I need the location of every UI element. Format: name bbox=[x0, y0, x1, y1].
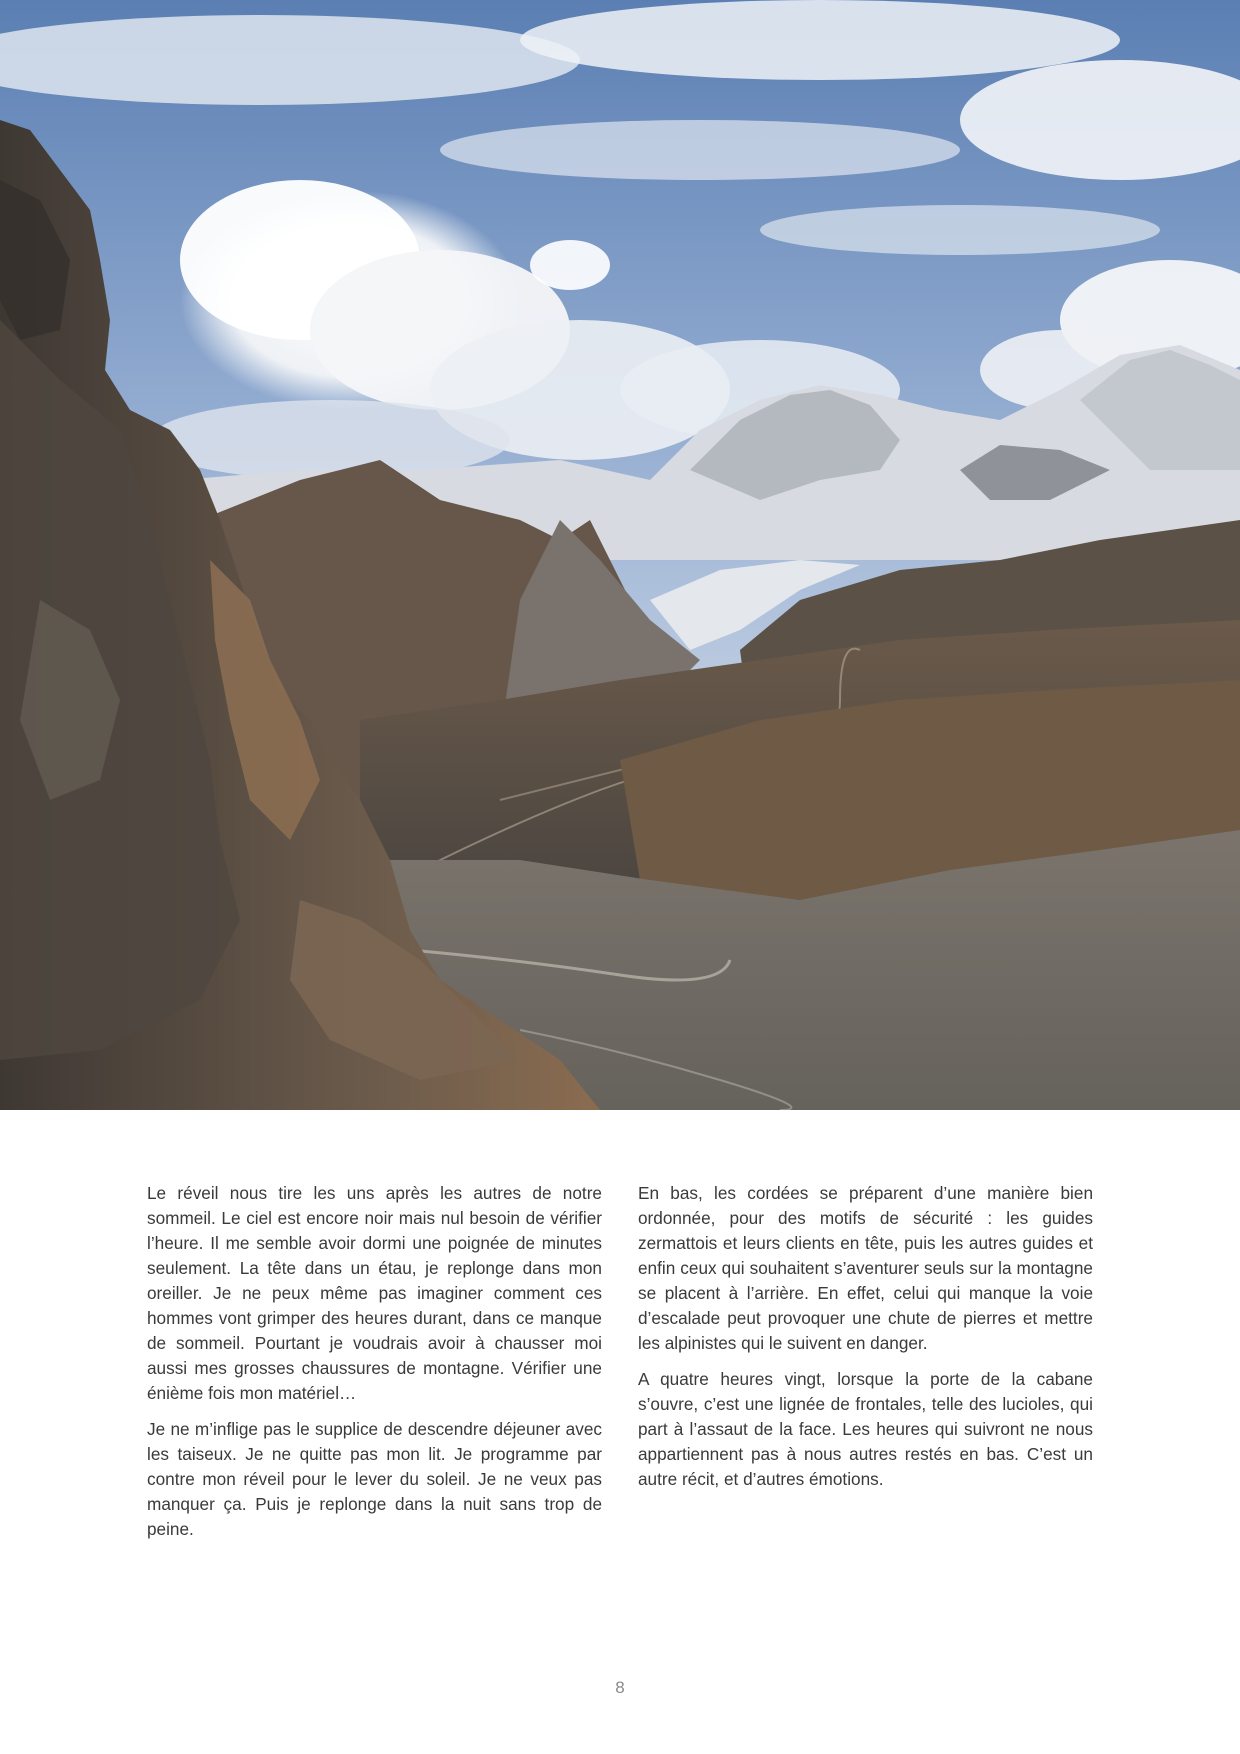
left-column bbox=[147, 1181, 602, 1542]
paragraph: A quatre heures vingt, lorsque la porte de la cabane s’ouvre, c’est une lignée de frontales, telle des lucioles, qui part à l’assaut de la face. Les heures qui suivront ne nous appartiennent pas à nous autres restés en bas. C’est un autre récit, et d’autres émotions. bbox=[638, 1369, 1093, 1489]
page-number: 8 bbox=[615, 1678, 625, 1697]
paragraph: Je ne m’inflige pas le supplice de descendre déjeuner avec les taiseux. Je ne quitte pas mon lit. Je programme par contre mon réveil pour le lever du soleil. Je ne veux pas manquer ça. Puis je replonge dans la nuit sans trop de peine. bbox=[147, 1419, 602, 1539]
paragraph: Le réveil nous tire les uns après les autres de notre sommeil. Le ciel est encore noir mais nul besoin de vérifier l’heure. Il me semble avoir dormi une poignée de minutes seulement. La tête dans un étau, je replonge dans mon oreiller. Je ne peux même pas imaginer comment ces hommes vont grimper des heures durant, dans ce manque de sommeil. Pourtant je voudrais avoir à chausser moi aussi mes grosses chaussures de montagne. Vérifier une énième fois mon matériel… bbox=[147, 1183, 602, 1403]
article-body bbox=[147, 1181, 1093, 1542]
paragraph: En bas, les cordées se préparent d’une manière bien ordonnée, pour des motifs de sécurité : les guides zermattois et leurs clients en tête, puis les autres guides et enfin ceux qui souhaitent s’aventurer seuls sur la montagne se placent à l’arrière. En effet, celui qui manque la voie d’escalade peut provoquer une chute de pierres et mettre les alpinistes qui le suivent en danger. bbox=[638, 1183, 1093, 1353]
right-column bbox=[638, 1181, 1093, 1542]
